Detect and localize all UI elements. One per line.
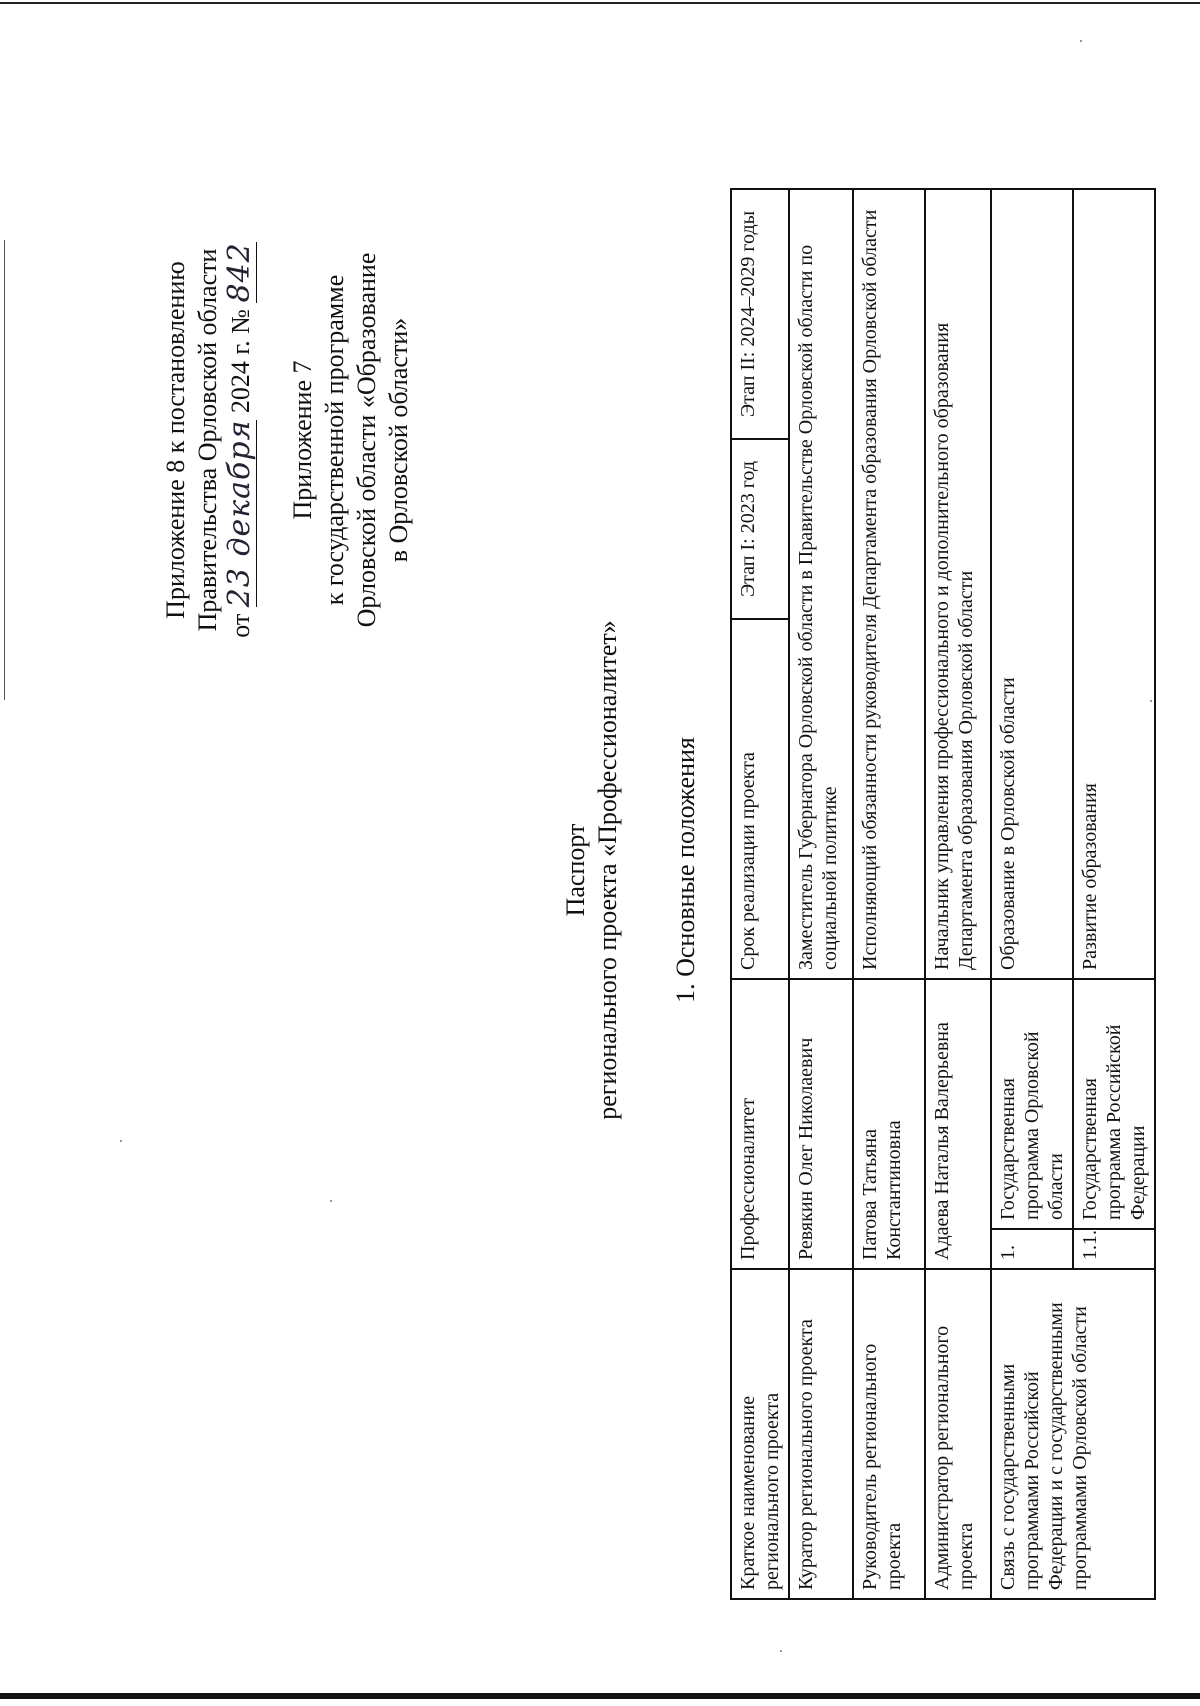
project-short-name: Профессионалитет <box>731 979 789 1269</box>
passport-table <box>730 188 1156 1600</box>
approval-stamp-block <box>160 160 415 720</box>
section-heading: 1. Основные положения <box>671 737 700 1003</box>
row-label-curator: Куратор регионального проекта <box>789 1269 853 1599</box>
row-label-administrator: Администратор регионального проекта <box>925 1269 991 1599</box>
head-position: Исполняющий обязанности руководителя Департамента образования Орловской области <box>853 189 925 979</box>
scan-edge-bottom <box>0 1693 1200 1699</box>
sub-program-value: Развитие образования <box>1073 189 1155 979</box>
appendix-line-2: Правительства Орловской области <box>193 248 222 632</box>
sub-program-value: Образование в Орловской области <box>991 189 1073 979</box>
title-line-1: Паспорт <box>561 823 590 917</box>
handwritten-date: 23 декабря <box>222 419 257 608</box>
date-prefix: от <box>226 613 255 638</box>
administrator-position: Начальник управления профессионального и дополнительного образования Департамента образования Орловской области <box>925 189 991 979</box>
sub-program: Государственная программа Орловской области <box>991 979 1073 1229</box>
table-row <box>991 189 1073 1599</box>
table-row <box>731 189 789 1599</box>
appendix-date-line <box>224 160 257 720</box>
document-title <box>560 120 624 1620</box>
table-row <box>789 189 853 1599</box>
scan-speck <box>1080 40 1082 42</box>
program-appendix-line-2: к государственной программе <box>320 274 349 606</box>
sub-number: 1. <box>991 1229 1073 1269</box>
program-appendix-line-4: в Орловской области» <box>384 317 413 563</box>
sub-number: 1.1. <box>1073 1229 1155 1269</box>
table-row <box>853 189 925 1599</box>
curator-position: Заместитель Губернатора Орловской области в Правительстве Орловской области по социальной политике <box>789 189 853 979</box>
head-name: Патова Татьяна Константиновна <box>853 979 925 1269</box>
handwritten-number: 842 <box>222 242 257 303</box>
program-appendix-line-1: Приложение 7 <box>288 360 317 520</box>
period-label: Срок реализации проекта <box>731 619 789 979</box>
rotated-document-page <box>90 120 1149 1620</box>
scan-margin-mark <box>4 240 5 700</box>
row-label-short-name: Краткое наименование регионального проекта <box>731 1269 789 1599</box>
row-label-program-link: Связь с государственными программами Российской Федерации и с государственными программами Орловской области <box>991 1269 1155 1599</box>
table-row <box>925 189 991 1599</box>
row-label-head: Руководитель регионального проекта <box>853 1269 925 1599</box>
stage-1: Этап I: 2023 год <box>731 439 789 619</box>
program-appendix-line-3: Орловской области «Образование <box>352 252 381 628</box>
date-year: 2024 г. № <box>226 309 255 414</box>
curator-name: Ревякин Олег Николаевич <box>789 979 853 1269</box>
scan-speck <box>780 1650 782 1652</box>
sub-program: Государственная программа Российской Федерации <box>1073 979 1155 1229</box>
appendix-line-1: Приложение 8 к постановлению <box>161 261 190 619</box>
stage-2: Этап II: 2024–2029 годы <box>731 189 789 439</box>
administrator-name: Адаева Наталья Валерьевна <box>925 979 991 1269</box>
title-line-2: регионального проекта «Профессионалитет» <box>593 620 622 1120</box>
scan-edge-top <box>0 2 1200 4</box>
